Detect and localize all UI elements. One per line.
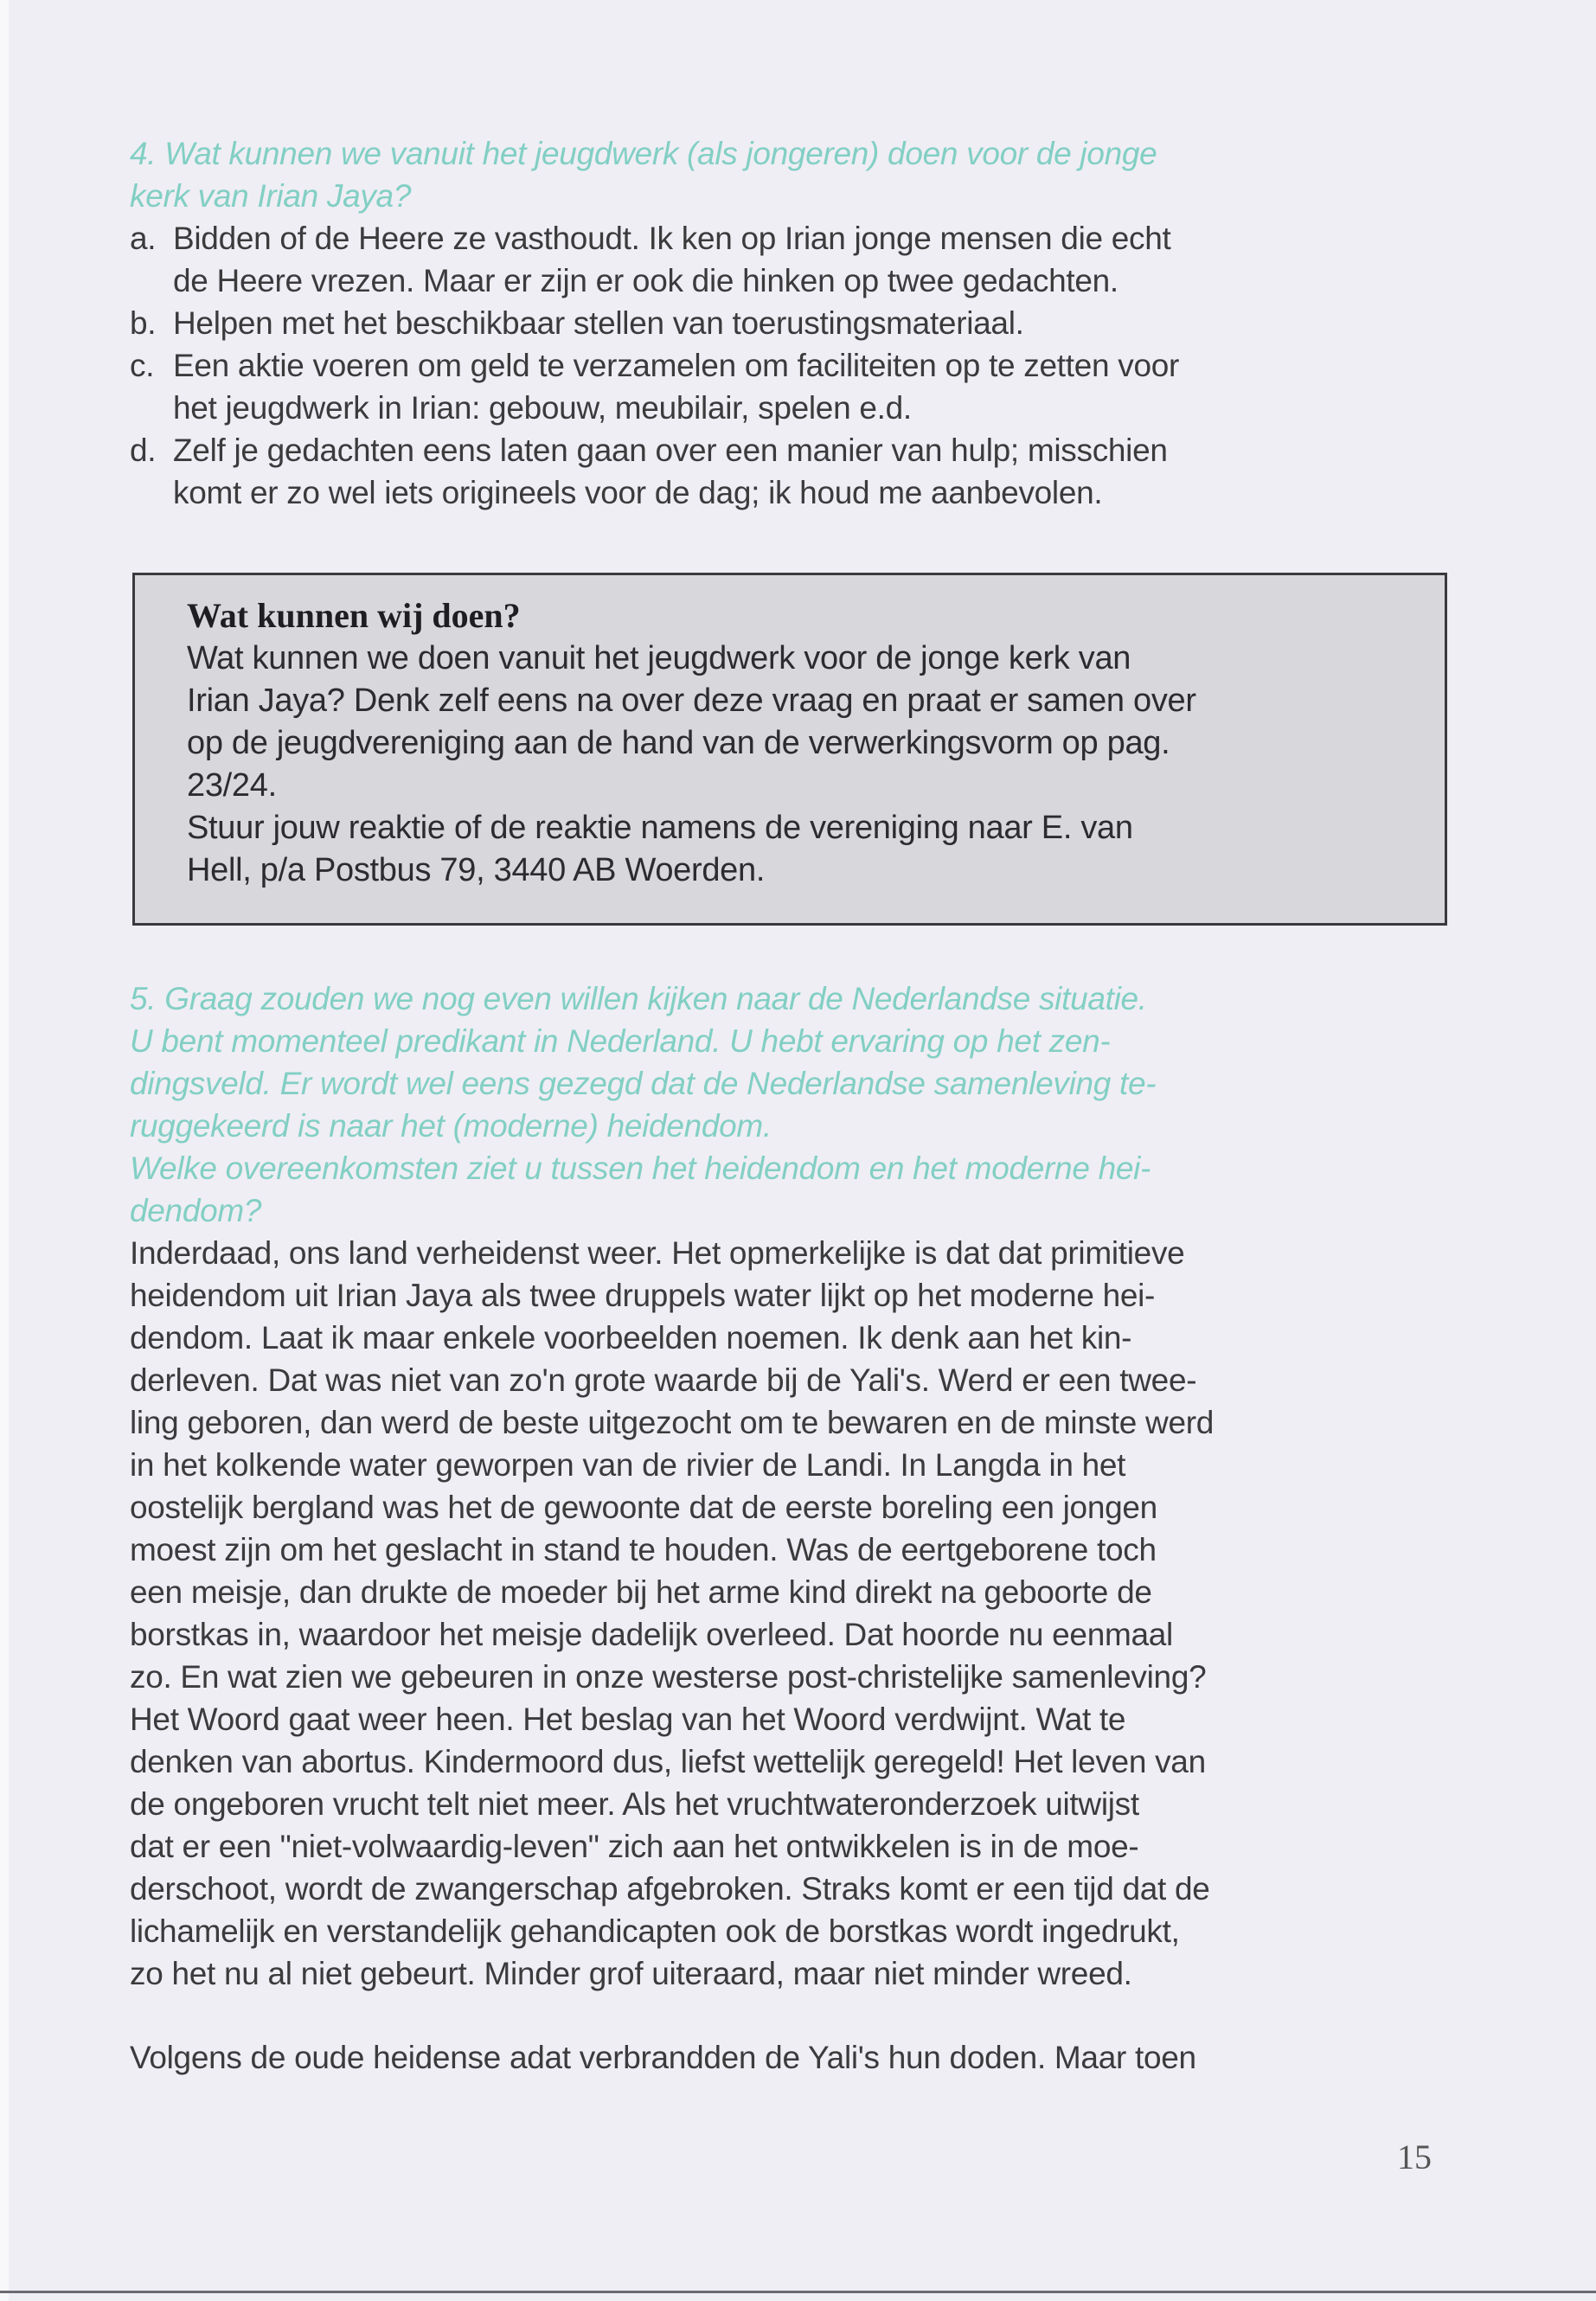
question-5-line: Welke overeenkomsten ziet u tussen het heidendom en het moderne hei- (130, 1150, 1151, 1186)
answer-5-line: lichamelijk en verstandelijk gehandicapten ook de borstkas wordt ingedrukt, (130, 1913, 1180, 1949)
item-label: c. (130, 348, 155, 383)
question-4-section (130, 132, 1453, 514)
question-4-line: 4. Wat kunnen we vanuit het jeugdwerk (als jongeren) doen voor de jonge (130, 136, 1157, 171)
question-5-line: U bent momenteel predikant in Nederland. U hebt ervaring op het zen- (130, 1023, 1111, 1059)
item-line: Helpen met het beschikbaar stellen van toerustingsmateriaal. (173, 305, 1024, 341)
question-5-line: 5. Graag zouden we nog even willen kijken naar de Nederlandse situatie. (130, 981, 1147, 1016)
box-line: Hell, p/a Postbus 79, 3440 AB Woerden. (187, 852, 766, 888)
answer-5-line: in het kolkende water geworpen van de rivier de Landi. In Langda in het (130, 1447, 1126, 1483)
box-line: op de jeugdvereniging aan de hand van de verwerkingsvorm op pag. (187, 725, 1170, 761)
item-line: Een aktie voeren om geld te verzamelen om faciliteiten op te zetten voor (173, 348, 1180, 383)
box-line: Stuur jouw reaktie of de reaktie namens de vereniging naar E. van (187, 810, 1133, 846)
answer-5-line: heidendom uit Irian Jaya als twee druppels water lijkt op het moderne hei- (130, 1278, 1156, 1313)
item-line: komt er zo wel iets origineels voor de dag; ik houd me aanbevolen. (173, 475, 1103, 510)
answer-5-line: oostelijk bergland was het de gewoonte dat de eerste boreling een jongen (130, 1490, 1157, 1525)
answer-5-line: zo. En wat zien we gebeuren in onze westerse post-christelijke samenleving? (130, 1659, 1207, 1695)
answer-5-text (130, 1232, 1453, 1995)
bottom-rule (0, 2291, 1596, 2293)
box-line: Wat kunnen we doen vanuit het jeugdwerk voor de jonge kerk van (187, 640, 1131, 676)
answer-5-line: derschoot, wordt de zwangerschap afgebroken. Straks komt er een tijd dat de (130, 1871, 1210, 1907)
question-5-section (130, 977, 1453, 2079)
answer-5-line: zo het nu al niet gebeurt. Minder grof uiteraard, maar niet minder wreed. (130, 1956, 1132, 1991)
answer-5-line: denken van abortus. Kindermoord dus, liefst wettelijk geregeld! Het leven van (130, 1744, 1206, 1779)
answer-5-line: ling geboren, dan werd de beste uitgezocht om te bewaren en de minste werd (130, 1405, 1215, 1440)
item-label: b. (130, 305, 157, 341)
answer-item-d (130, 429, 1453, 514)
question-5-text (130, 977, 1453, 1232)
page-number: 15 (1397, 2138, 1432, 2176)
question-5-line: dingsveld. Er wordt wel eens gezegd dat de Nederlandse samenleving te- (130, 1066, 1157, 1101)
answer-5-line: Het Woord gaat weer heen. Het beslag van het Woord verdwijnt. Wat te (130, 1702, 1126, 1737)
question-5-line: dendom? (130, 1193, 262, 1228)
answer-item-b (130, 302, 1453, 344)
answer-5-line: de ongeboren vrucht telt niet meer. Als het vruchtwateronderzoek uitwijst (130, 1786, 1139, 1822)
box-line: 23/24. (187, 767, 277, 804)
answer-5-line: dendom. Laat ik maar enkele voorbeelden noemen. Ik denk aan het kin- (130, 1320, 1132, 1356)
answer-5-line: moest zijn om het geslacht in stand te houden. Was de eertgeborene toch (130, 1532, 1157, 1567)
answer-5-line: Inderdaad, ons land verheidenst weer. Het opmerkelijke is dat dat primitieve (130, 1235, 1185, 1271)
call-to-action-box (132, 573, 1447, 926)
item-label: d. (130, 433, 157, 468)
answer-5-line: dat er een "niet-volwaardig-leven" zich aan het ontwikkelen is in de moe- (130, 1829, 1139, 1864)
question-5-line: ruggekeerd is naar het (moderne) heidendom. (130, 1108, 772, 1144)
question-4-line: kerk van Irian Jaya? (130, 178, 412, 214)
item-label: a. (130, 221, 157, 256)
answer-item-c (130, 344, 1453, 429)
box-title: Wat kunnen wij doen? (187, 596, 521, 635)
answer-5-line: borstkas in, waardoor het meisje dadelijk overleed. Dat hoorde nu eenmaal (130, 1617, 1173, 1652)
item-line: Zelf je gedachten eens laten gaan over een manier van hulp; misschien (173, 433, 1168, 468)
answer-5-line: derleven. Dat was niet van zo'n grote waarde bij de Yali's. Werd er een twee- (130, 1362, 1197, 1398)
box-line: Irian Jaya? Denk zelf eens na over deze vraag en praat er samen over (187, 683, 1196, 719)
answer-item-a (130, 217, 1453, 302)
item-line: het jeugdwerk in Irian: gebouw, meubilair, spelen e.d. (173, 390, 912, 426)
page-edge (0, 0, 9, 2301)
answer-5-line: een meisje, dan drukte de moeder bij het arme kind direkt na geboorte de (130, 1574, 1152, 1610)
item-line: de Heere vrezen. Maar er zijn er ook die hinken op twee gedachten. (173, 263, 1118, 298)
closing-line: Volgens de oude heidense adat verbrandden de Yali's hun doden. Maar toen (130, 2040, 1196, 2075)
item-line: Bidden of de Heere ze vasthoudt. Ik ken op Irian jonge mensen die echt (173, 221, 1171, 256)
